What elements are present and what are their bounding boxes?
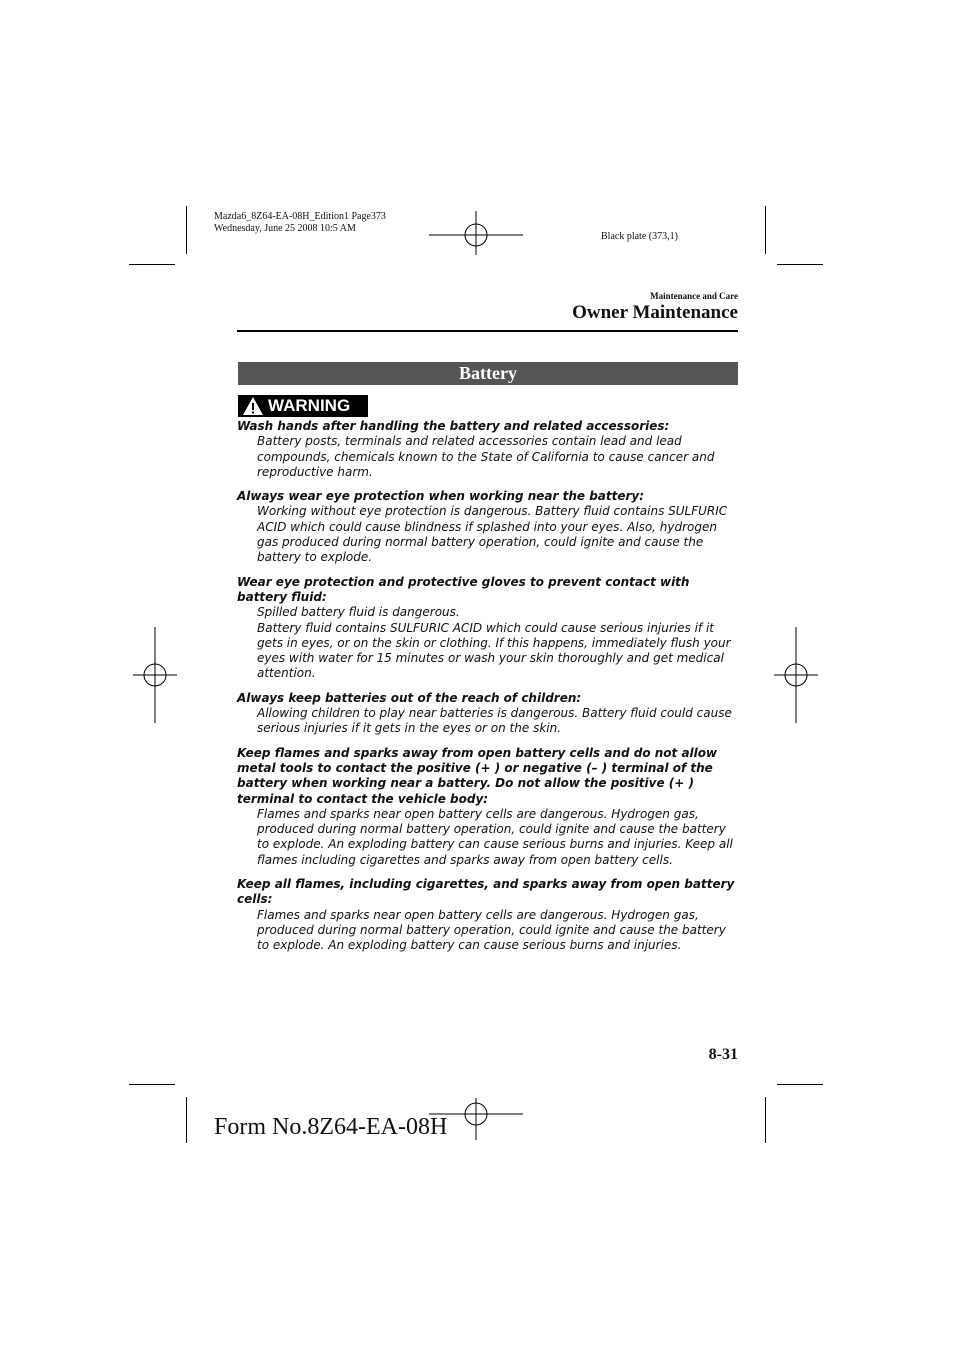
warning-heading: Keep flames and sparks away from open battery cells and do not allow metal tools to contact the positive (+ ) or negative (– ) terminal of the battery when working near a battery. Do not allow the positive (+ ) terminal to contact the vehicle body: [237,745,718,806]
crop-mark [129,264,175,265]
warning-item [237,575,737,682]
warning-heading: Always keep batteries out of the reach of children: [237,690,582,705]
warning-heading: Wear eye protection and protective gloves to prevent contact with battery fluid: [237,574,690,604]
crop-mark [765,1097,766,1143]
warning-text: Allowing children to play near batteries is dangerous. Battery fluid could cause serious injuries if it gets in the eyes or on the skin. [257,706,732,736]
warning-item [237,877,737,953]
crop-mark [186,1097,187,1143]
topic-title-bar: Battery [238,362,738,385]
warning-label-text: WARNING [268,396,351,415]
crop-mark [765,206,766,254]
page-number: 8-31 [708,1046,738,1063]
section-label: Maintenance and Care [650,291,738,301]
header-rule [237,330,738,332]
warning-item [237,419,737,480]
warning-triangle-icon [242,396,264,416]
plate-info: Black plate (373,1) [601,231,678,242]
crop-mark [129,1084,175,1085]
form-number: Form No.8Z64-EA-08H [214,1114,448,1140]
warning-heading: Always wear eye protection when working near the battery: [237,489,645,504]
warning-item [237,489,737,565]
warning-heading: Wash hands after handling the battery and related accessories: [237,419,670,433]
warning-body [237,605,737,681]
registration-mark-icon [133,627,177,723]
warning-body [237,434,737,480]
warning-item [237,691,737,737]
warning-text: Battery fluid contains SULFURIC ACID which could cause serious injuries if it gets in eyes, or on the skin or clothing. If this happens, immediately flush your eyes with water for 15 minutes or wash your skin thoroughly and get medical attention. [257,620,731,681]
warning-item [237,746,737,868]
crop-mark [777,264,823,265]
warning-text: Flames and sparks near open battery cells are dangerous. Hydrogen gas, produced during normal battery operation, could ignite and cause the battery to explode. An exploding battery can cause serious burns and injuries. Keep all flames including cigarettes and sparks away from open battery cells. [257,806,733,867]
chapter-title: Owner Maintenance [572,302,738,323]
crop-mark [186,206,187,254]
warning-label [238,395,368,417]
warning-body [237,807,737,868]
warning-text: Spilled battery fluid is dangerous. [257,605,460,620]
print-date-line: Wednesday, June 25 2008 10:5 AM [214,223,356,234]
crop-mark [777,1084,823,1085]
warning-body [237,908,737,954]
registration-mark-icon [429,211,525,255]
warning-text: Flames and sparks near open battery cells are dangerous. Hydrogen gas, produced during normal battery operation, could ignite and cause the battery to explode. An exploding battery can cause serious burns and injuries. [257,907,726,953]
print-job-line: Mazda6_8Z64-EA-08H_Edition1 Page373 [214,211,386,222]
warning-heading: Keep all flames, including cigarettes, and sparks away from open battery cells: [237,877,735,907]
warning-body [237,706,737,737]
warning-body [237,504,737,565]
print-info [214,211,386,235]
registration-mark-icon [774,627,818,723]
warning-list [237,419,737,963]
warning-text: Working without eye protection is dangerous. Battery fluid contains SULFURIC ACID which could cause blindness if splashed into your eyes. Also, hydrogen gas produced during normal battery operation, could ignite and cause the battery to explode. [257,504,728,565]
warning-text: Battery posts, terminals and related accessories contain lead and lead compounds, chemicals known to the State of California to cause cancer and reproductive harm. [257,434,715,479]
